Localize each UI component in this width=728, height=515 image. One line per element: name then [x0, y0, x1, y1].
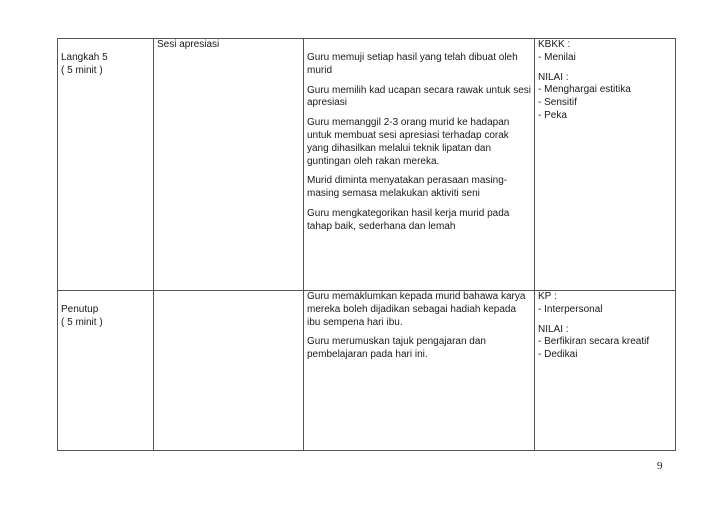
activity-text: Guru memilih kad ucapan secara rawak untuk sesi apresiasi: [307, 84, 531, 109]
notes-group: [538, 324, 672, 362]
activity-cell: [304, 291, 535, 451]
page-number: 9: [657, 460, 663, 472]
activity-text: Guru memanggil 2-3 orang murid ke hadapan untuk membuat sesi apresiasi terhadap corak yang dihasilkan melalui teknik lipatan dan guntingan oleh rakan mereka.: [307, 117, 510, 167]
notes-group: [538, 72, 672, 123]
notes-group: [538, 291, 672, 317]
content-cell: [154, 39, 304, 291]
notes-item: - Sensitif: [538, 97, 577, 109]
notes-group: [538, 39, 672, 65]
activity-text: Guru memaklumkan kepada murid bahawa karya mereka boleh dijadikan sebagai hadiah kepada ibu sempena hari ibu.: [307, 291, 526, 328]
notes-item: - Dedikai: [538, 349, 578, 361]
step-label: Penutup: [61, 304, 99, 315]
activity-cell: [304, 39, 535, 291]
notes-cell: [535, 291, 676, 451]
step-label: Langkah 5: [61, 52, 108, 63]
notes-item: - Interpersonal: [538, 303, 603, 315]
step-cell: [58, 291, 154, 451]
content-cell: [154, 291, 304, 451]
notes-cell: [535, 39, 676, 291]
step-duration: ( 5 minit ): [61, 64, 103, 76]
activity-text: Guru memuji setiap hasil yang telah dibuat oleh murid: [307, 52, 518, 76]
step-duration: ( 5 minit ): [61, 316, 103, 328]
notes-heading: NILAI :: [538, 71, 569, 83]
notes-heading: KP :: [538, 291, 557, 302]
activity-text: Guru mengkategorikan hasil kerja murid pada tahap baik, sederhana dan lemah: [307, 207, 510, 232]
table-row-penutup: [58, 291, 676, 451]
table-row-langkah-5: [58, 39, 676, 291]
step-cell: [58, 39, 154, 291]
content-label: Sesi apresiasi: [157, 39, 220, 50]
notes-item: - Peka: [538, 109, 567, 121]
activity-text: Murid diminta menyatakan perasaan masing-masing semasa melakukan aktiviti seni: [307, 175, 508, 200]
notes-heading: NILAI :: [538, 323, 569, 335]
notes-item: - Menilai: [538, 51, 576, 63]
notes-item: - Berfikiran secara kreatif: [538, 336, 650, 348]
lesson-plan-table: [57, 38, 676, 451]
activity-text: Guru merumuskan tajuk pengajaran dan pembelajaran pada hari ini.: [307, 336, 486, 361]
notes-heading: KBKK :: [538, 39, 571, 50]
notes-item: - Menghargai estitika: [538, 84, 631, 96]
